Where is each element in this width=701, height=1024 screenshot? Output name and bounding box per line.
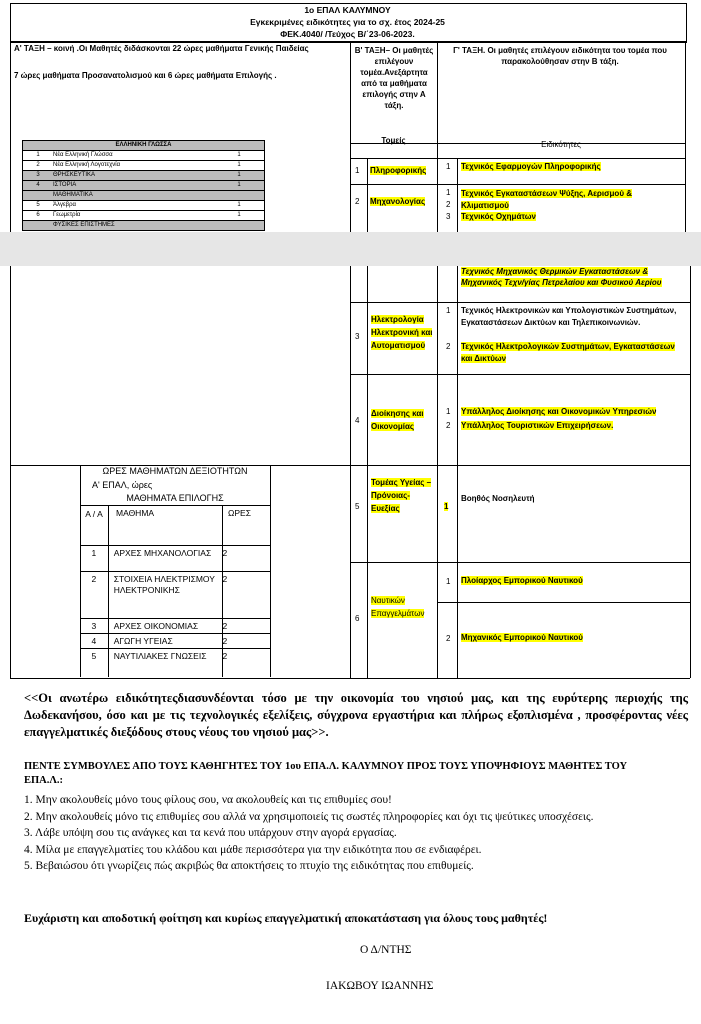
advice-item-3: 3. Λάβε υπόψη σου τις ανάγκες και τα κενά που υπάρχουν στην αγορά εργασίας. [24,827,397,839]
sector-3-text: Ηλεκτρολογία Ηλεκτρονική και Αυτοματισμού [371,315,433,350]
skills-row-number: 2 [91,574,97,584]
class-a-hours: 7 ώρες μαθήματα Προσανατολισμού και 6 ώρες μαθήματα Επιλογής . [14,71,277,80]
general-lessons-header: ΕΛΛΗΝΙΚΗ ΓΛΩΣΣΑ [22,140,265,151]
lesson-hours [214,221,264,230]
lesson-name: Νέα Ελληνική Γλώσσα [53,152,113,158]
sector-5-text: Τομέας Υγείας – Πρόνοιας- Ευεξίας [371,478,432,513]
lesson-number [23,191,53,200]
lesson-name: ΦΥΣΙΚΕΣ ΕΠΙΣΤΗΜΕΣ [53,222,115,228]
skills-row [80,545,270,571]
lesson-hours: 1 [237,162,241,168]
skills-row-number: 3 [91,621,97,631]
lesson-number: 2 [36,162,40,168]
sector-4-number: 4 [355,416,360,425]
lesson-name: ΙΣΤΟΡΙΑ [53,182,77,188]
spec-3-1-number: 1 [446,306,451,315]
lesson-number: 6 [36,212,40,218]
general-lesson-row [22,191,265,201]
skills-row-hours: 2 [222,651,228,661]
spec-2-1-text: Τεχνικός Εγκαταστάσεων Ψύξης, Αερισμού & Κλιματισμού [461,189,632,210]
lesson-number: 3 [36,172,40,178]
skills-row-hours: 2 [222,621,228,631]
skills-row-name: ΑΓΩΓΗ ΥΓΕΙΑΣ [113,636,173,646]
lesson-hours: 1 [237,182,241,188]
general-lesson-row [22,221,265,231]
skills-row-name: ΝΑΥΤΙΛΙΑΚΕΣ ΓΝΩΣΕΙΣ [113,651,207,661]
spec-6-1-number: 1 [446,577,451,586]
col-tomeis: Τομείς [381,136,406,145]
school-name: 1ο ΕΠΑΛ ΚΑΛΥΜΝΟΥ [304,5,391,15]
spec-6-1-name: Πλοίαρχος Εμπορικού Ναυτικού [461,576,583,585]
sector-1-number: 1 [355,166,360,175]
skills-col-mathima: ΜΑΘΗΜΑ [116,508,155,518]
sector-3-name [371,313,433,352]
skills-col-hours: ΩΡΕΣ [228,508,251,518]
sector-2-number: 2 [355,197,360,206]
lesson-name: Άλγεβρα [53,202,77,208]
advice-item-4: 4. Μίλα με επαγγελματίες του κλάδου και μάθε περισσότερα για την ειδικότητα που σε ενδιαφέρει. [24,843,482,856]
skills-row-number: 5 [91,651,97,661]
skills-row [80,618,270,633]
sector-4-name [371,407,433,433]
spec-4-1-name: Υπάλληλος Διοίκησης και Οικονομικών Υπηρεσιών [461,407,657,416]
general-lessons-table [22,140,265,231]
skills-row-number: 1 [91,548,97,558]
lesson-hours: 1 [237,152,241,158]
skills-row [80,571,270,618]
spec-5-1-number: 1 [444,502,449,511]
skills-row [80,633,270,648]
skills-sub: Α' ΕΠΑΛ, ώρες [92,480,153,490]
spec-3-2-name [461,341,681,365]
spec-6-2-number: 2 [446,634,451,643]
advice-title: ΠΕΝΤΕ ΣΥΜΒΟΥΛΕΣ ΑΠΟ ΤΟΥΣ ΚΑΘΗΓΗΤΕΣ ΤΟΥ 1ου ΕΠΑ.Λ. ΚΑΛΥΜΝΟΥ ΠΡΟΣ ΤΟΥΣ ΥΠΟΨΗΦΙΟΥΣ ΜΑΘΗΤΕΣ ΤΟΥ ΕΠΑ.Λ.: [24,761,628,786]
skills-row-name: ΑΡΧΕΣ ΟΙΚΟΝΟΜΙΑΣ [113,621,199,631]
col-eidikotites: Ειδικότητες [541,140,581,149]
sector-5-name [371,476,433,515]
sector-2-name: Μηχανολογίας [370,197,426,206]
closing-wishes: Ευχάριστη και αποδοτική φοίτηση και κυρίως επαγγελματική αποκατάσταση για όλους τους μαθητές! [24,911,548,925]
lesson-name: ΘΡΗΣΚΕΥΤΙΚΑ [53,172,96,178]
class-a-title: Α' ΤΑΞΗ – κοινή .Οι Μαθητές διδάσκονται 22 ώρες μαθήματα Γενικής Παιδείας [14,44,309,53]
sector-5-number: 5 [355,502,360,511]
skills-row-name: ΣΤΟΙΧΕΙΑ ΗΛΕΚΤΡΙΣΜΟΥ ΗΛΕΚΤΡΟΝΙΚΗΣ [113,574,215,595]
spec-2-4-name [461,266,686,288]
skills-row-name: ΑΡΧΕΣ ΜΗΧΑΝΟΛΟΓΙΑΣ [113,548,212,558]
class-b-text: Β' ΤΑΞΗ– Οι μαθητές επιλέγουν τομέα.Ανεξάρτητα από τα μαθήματα επιλογής στην Α τάξη. [354,46,434,110]
spec-1-1-name: Τεχνικός Εφαρμογών Πληροφορικής [461,162,601,171]
closing-quote: <<Οι ανωτέρω ειδικότητεςδιασυνδέονται τόσο με την οικονομία του νησιού μας, και της ευρύτερης περιοχής της Δωδεκανήσου, όσο και με τις τεχνολογικές εξελίξεις, σύγχρονα εργαστήρια και πλήρως εξοπλισμένα , προσφέροντας νέες επαγγελματικές διεξόδους στους νέους του νησιού μας>>. [24,691,688,739]
lesson-name: Γεωμετρία [53,212,81,218]
lesson-name: Νέα Ελληνική Λογοτεχνία [53,162,121,168]
general-lesson-row [22,161,265,171]
page-top [0,0,701,232]
spec-2-4-text: Τεχνικός Μηχανικός Θερμικών Εγκαταστάσεων & Μηχανικός Τεχν/γίας Πετρελαίου και Φυσικού Αερίου [461,267,662,287]
spec-4-2-name: Υπάλληλος Τουριστικών Επιχειρήσεων. [461,421,614,430]
lesson-hours: 1 [237,202,241,208]
spec-6-2-name: Μηχανικός Εμπορικού Ναυτικού [461,633,583,642]
lesson-hours: 1 [237,212,241,218]
spec-4-2-number: 2 [446,421,451,430]
spec-2-1-number: 1 [446,188,451,197]
spec-4-1-number: 1 [446,407,451,416]
general-lesson-row [22,181,265,191]
skills-title: ΩΡΕΣ ΜΑΘΗΜΑΤΩΝ ΔΕΞΙΟΤΗΤΩΝ [102,466,248,476]
header-subtitle: Εγκεκριμένες ειδικότητες για το σχ. έτος 2024-25 [250,17,445,27]
general-lesson-row [22,211,265,221]
general-lesson-row [22,151,265,161]
signature-role: Ο Δ/ΝΤΗΣ [360,944,412,956]
sector-4-text: Διοίκησης και Οικονομίας [371,409,424,431]
lesson-number: 5 [36,202,40,208]
spec-5-1-name: Βοηθός Νοσηλευτή [461,494,535,503]
sector-3-number: 3 [355,332,360,341]
skills-col-aa: Α / Α [85,509,103,519]
general-lesson-row [22,171,265,181]
skills-row [80,648,270,677]
spec-3-2-number: 2 [446,342,451,351]
spec-3-1-name: Τεχνικός Ηλεκτρονικών και Υπολογιστικών Συστημάτων, Εγκαταστάσεων Δικτύων και Τηλεπικοινωνιών. [461,306,677,327]
lesson-number [23,221,53,230]
lesson-number: 4 [36,182,40,188]
sector-6-name [371,594,433,620]
spec-2-2-number: 2 [446,200,451,209]
sector-6-number: 6 [355,614,360,623]
spec-2-1-name [461,188,681,212]
advice-item-2: 2. Μην ακολουθείς μόνο τις επιθυμίες σου αλλά να χρησιμοποιείς τις σωστές πληροφορίες και όχι τις ψεύτικες υποσχέσεις. [24,810,594,823]
skills-sub2: ΜΑΘΗΜΑΤΑ ΕΠΙΛΟΓΗΣ [126,493,224,503]
sector-1-name: Πληροφορικής [370,166,427,175]
spec-1-1-number: 1 [446,162,451,171]
spec-2-3-name: Τεχνικός Οχημάτων [461,212,536,221]
page-middle [0,266,701,680]
general-lesson-row [22,201,265,211]
advice-item-5: 5. Βεβαιώσου ότι γνωρίζεις πώς ακριβώς θα αποκτήσεις το πτυχίο της ειδικότητας που επιθυμείς. [24,860,474,872]
page-separator [0,232,701,266]
spec-3-2-text: Τεχνικός Ηλεκτρολογικών Συστημάτων, Εγκαταστάσεων και Δικτύων [461,342,675,363]
skills-row-number: 4 [91,636,97,646]
signature-name: ΙΑΚΩΒΟΥ ΙΩΑΝΝΗΣ [326,980,434,992]
lesson-name: ΜΑΘΗΜΑΤΙΚΑ [53,192,93,198]
skills-row-hours: 2 [222,548,228,558]
spec-2-3-number: 3 [446,212,451,221]
skills-row-hours: 2 [222,574,228,584]
lesson-hours: 1 [237,172,241,178]
sector-6-text: Ναυτικών Επαγγελμάτων [371,596,425,618]
class-c-text: Γ' ΤΑΞΗ. Οι μαθητές επιλέγουν ειδικότητα του τομέα που παρακολούθησαν στην Β τάξη. [453,46,667,66]
advice-list [24,792,664,875]
header-fek: ΦΕΚ.4040/ /Τεύχος Β/΄23-06-2023. [280,29,415,39]
lesson-hours [214,191,264,200]
lesson-number: 1 [36,152,40,158]
skills-row-hours: 2 [222,636,228,646]
advice-item-1: 1. Μην ακολουθείς μόνο τους φίλους σου, να ακολουθείς και τις επιθυμίες σου! [24,794,392,806]
